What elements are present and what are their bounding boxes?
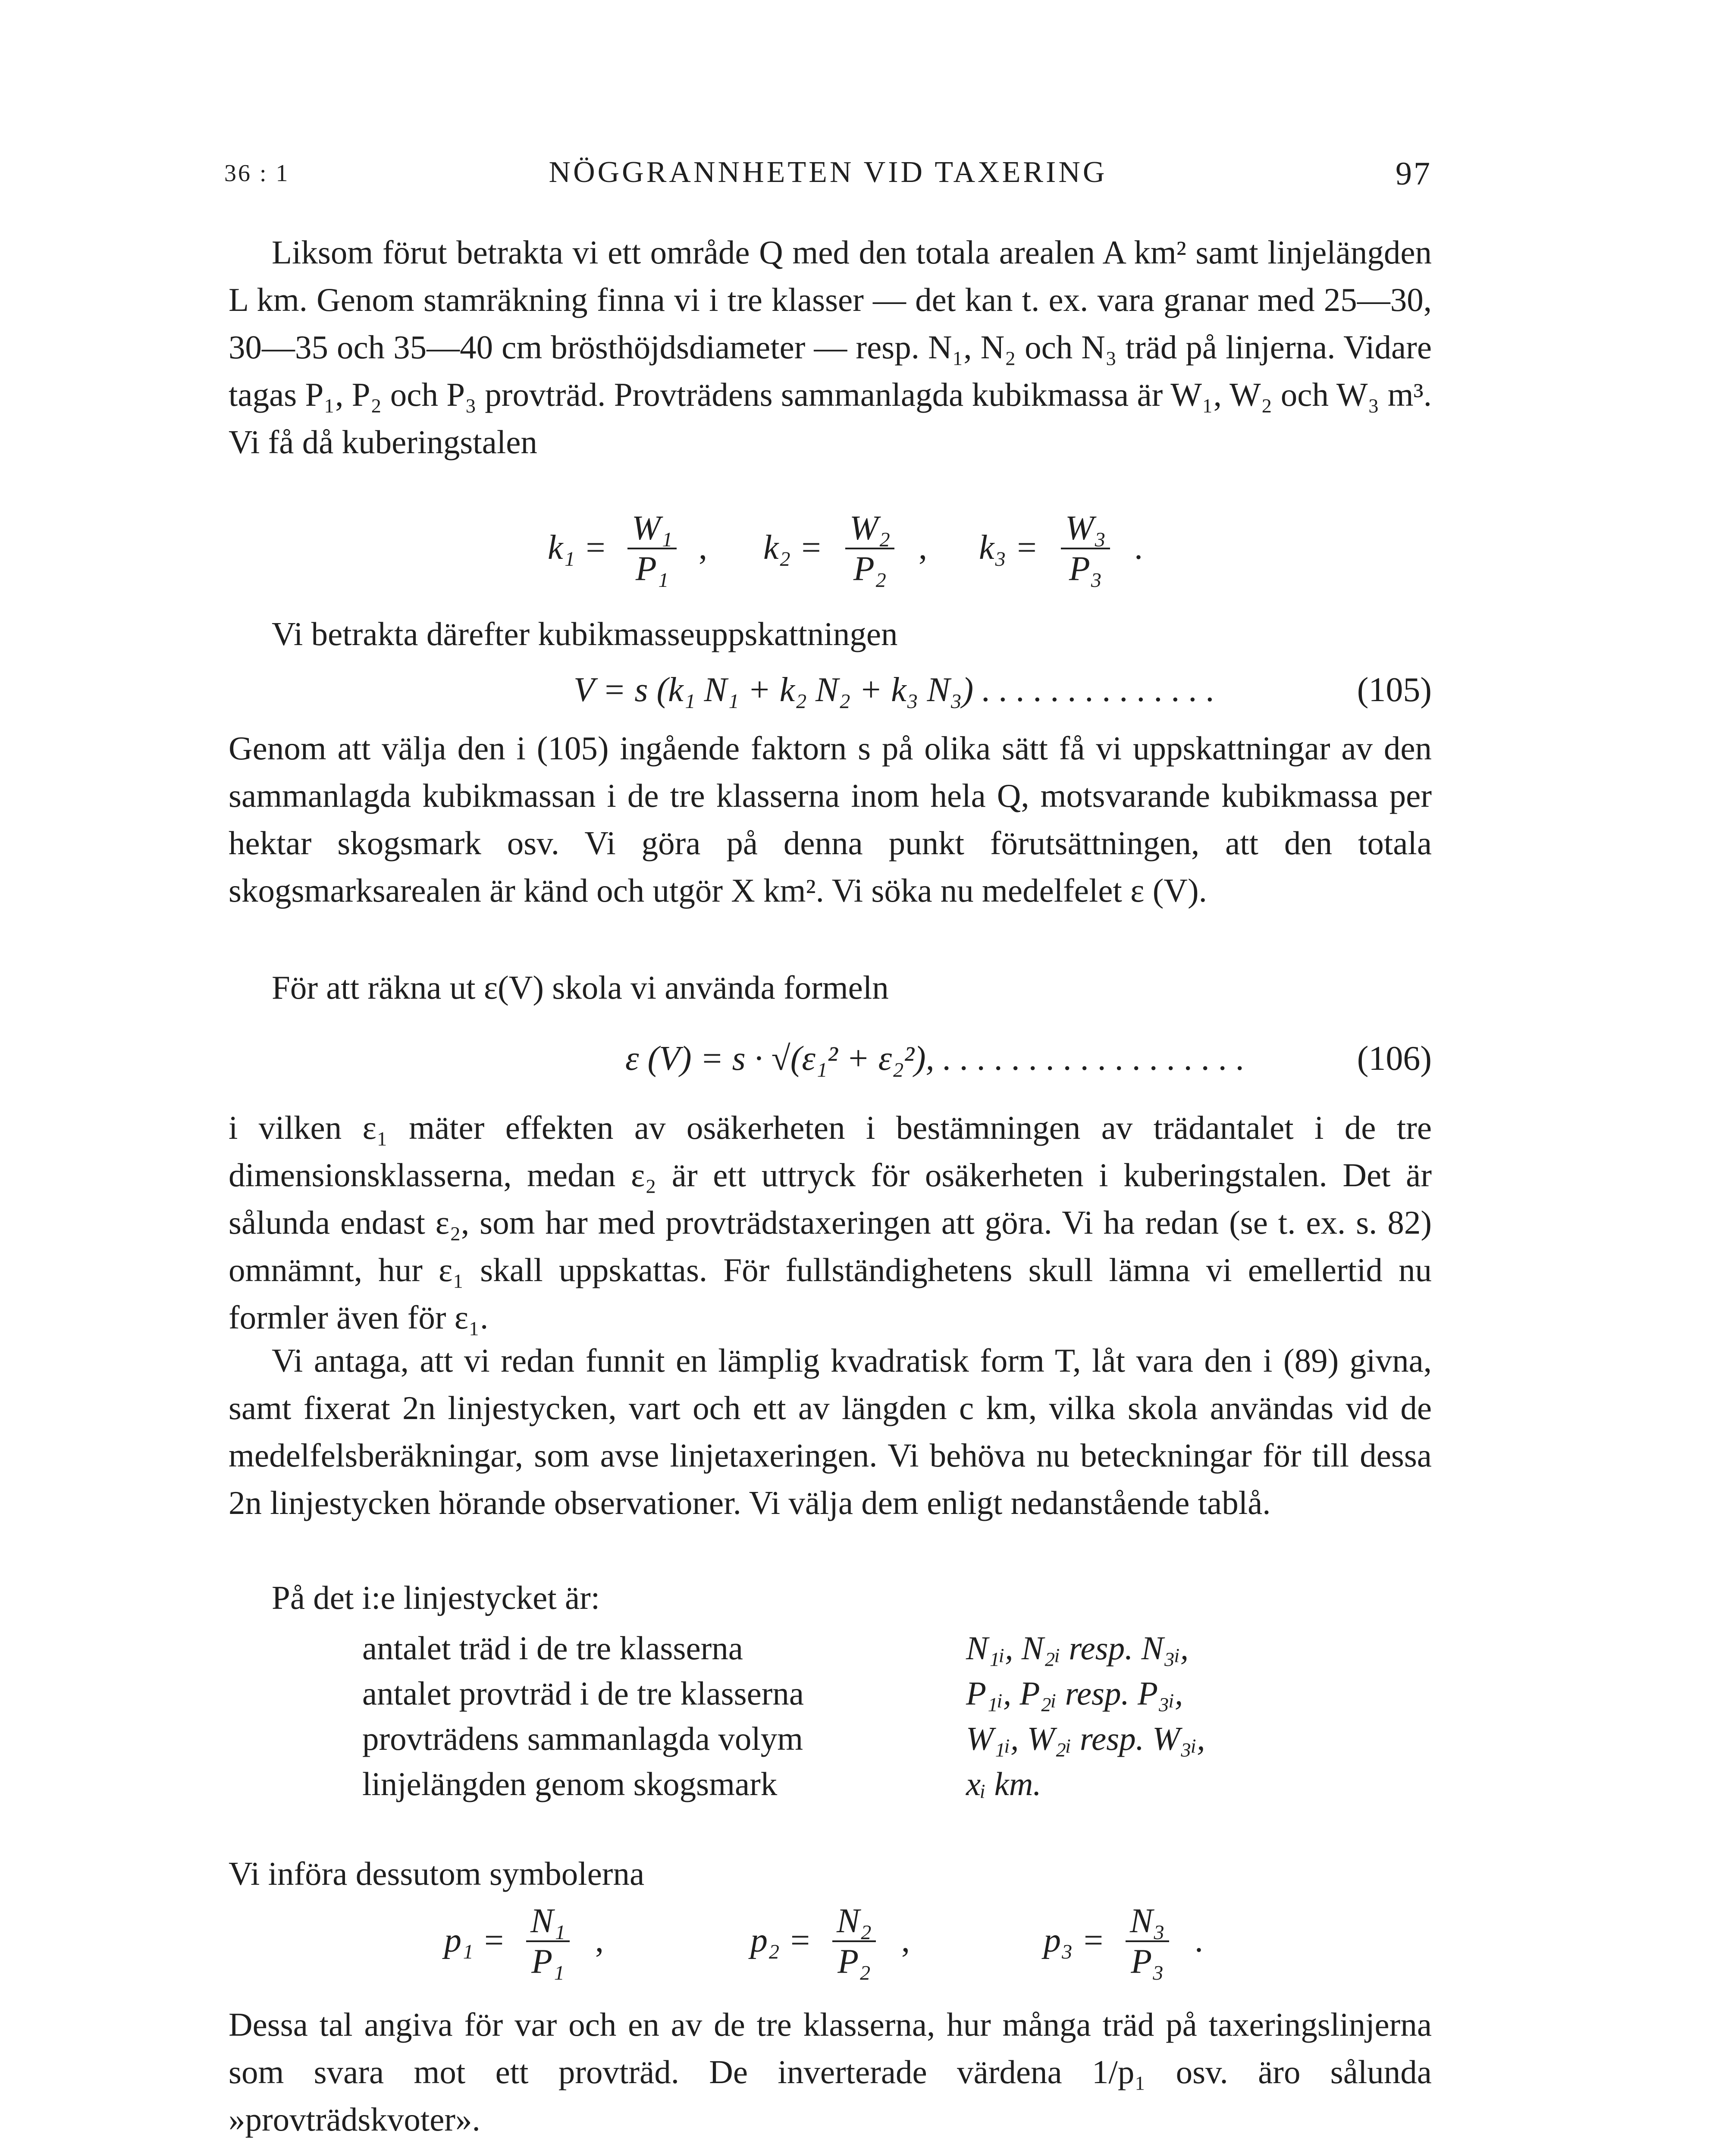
k2-fraction <box>845 509 894 588</box>
paragraph-linjestycket: På det i:e linjestycket är: <box>272 1579 600 1616</box>
notation-table <box>362 1626 1354 1807</box>
k1-numerator: W₁ <box>627 509 677 549</box>
p3-denominator: P₃ <box>1131 1943 1164 1981</box>
equation-106-formula: ε (V) = s · √(ε₁² + ε₂²), . . . . . . . . . . . . . . . . . . <box>625 1040 1245 1078</box>
equation-105-number: (105) <box>1357 671 1432 709</box>
table-row-label: antalet träd i de tre klasserna <box>362 1630 743 1667</box>
k2-tail: , <box>919 529 927 567</box>
equation-kuberingstal <box>229 509 1432 586</box>
k3-denominator: P₃ <box>1069 550 1102 588</box>
k1-fraction <box>627 509 677 588</box>
k3-tail: . <box>1134 529 1143 567</box>
p3-tail: . <box>1195 1921 1203 1959</box>
p1-denominator: P₁ <box>531 1943 565 1981</box>
p1-fraction <box>526 1902 570 1981</box>
equation-106 <box>229 1035 1432 1082</box>
paragraph-symbolerna: Vi införa dessutom symbolerna <box>229 1855 645 1892</box>
paragraph-formeln: För att räkna ut ε(V) skola vi använda formeln <box>272 969 889 1006</box>
k2-numerator: W₂ <box>845 509 894 549</box>
table-row-label: linjelängden genom skogsmark <box>362 1765 778 1802</box>
table-row <box>362 1671 1354 1716</box>
table-row <box>362 1761 1354 1807</box>
table-row-label: antalet provträd i de tre klasserna <box>362 1675 804 1712</box>
table-row <box>362 1626 1354 1671</box>
k2-lhs: k₂ = <box>763 529 823 567</box>
p2-tail: , <box>901 1921 910 1959</box>
k3-numerator: W₃ <box>1061 509 1110 549</box>
p1-tail: , <box>595 1921 604 1959</box>
table-row-symbols: W₁ᵢ, W₂ᵢ resp. W₃ᵢ, <box>966 1720 1205 1757</box>
p2-lhs: p₂ = <box>750 1921 812 1959</box>
paragraph-provtradskvoter: Dessa tal angiva för var och en av de tre klasserna, hur många träd på taxeringslinjerna som svara mot ett provträd. De inverterade värdena 1/p₁ osv. äro sålunda »provträdskvoter». <box>229 2006 1432 2138</box>
k1-tail: , <box>699 529 707 567</box>
k1-denominator: P₁ <box>635 550 669 588</box>
p1-numerator: N₁ <box>526 1902 570 1942</box>
p1-lhs: p₁ = <box>444 1921 505 1959</box>
equation-105 <box>229 666 1432 714</box>
k3-lhs: k₃ = <box>979 529 1038 567</box>
equation-105-formula: V = s (k₁ N₁ + k₂ N₂ + k₃ N₃) . . . . . . . . . . . . . . <box>574 671 1215 709</box>
chapter-title: NÖGGRANNHETEN VID TAXERING <box>549 156 1107 189</box>
paragraph-kubikmasse: Vi betrakta därefter kubikmasseuppskattningen <box>272 615 898 652</box>
paragraph-kvadratisk-form: Vi antaga, att vi redan funnit en lämplig kvadratisk form T, låt vara den i (89) givna, samt fixerat 2n linjestycken, vart och ett av längden c km, vilka skola användas vid de medelfelsberäkningar, som avse linjetaxeringen. Vi behöva nu beteckningar för till dessa 2n linjestycken hörande observationer. Vi välja dem enligt nedanstående tablå. <box>229 1342 1432 1521</box>
paragraph-intro: Liksom förut betrakta vi ett område Q med den totala arealen A km² samt linjelängden L km. Genom stamräkning finna vi i tre klasser — det kan t. ex. vara granar med 25—30, 30—35 och 35—40 cm brösthöjdsdiameter — resp. N₁, N₂ och N₃ träd på linjerna. Vidare tagas P₁, P₂ och P₃ provträd. Provträdens sammanlagda kubikmassa är W₁, W₂ och W₃ m³. Vi få då kuberingstalen <box>229 234 1432 461</box>
table-row <box>362 1716 1354 1761</box>
k1-lhs: k₁ = <box>548 529 607 567</box>
table-row-symbols: P₁ᵢ, P₂ᵢ resp. P₃ᵢ, <box>966 1675 1183 1712</box>
table-row-label: provträdens sammanlagda volym <box>362 1720 803 1757</box>
p3-lhs: p₃ = <box>1044 1921 1105 1959</box>
paragraph-epsilon: i vilken ε₁ mäter effekten av osäkerheten i bestämningen av trädantalet i de tre dimensionsklasserna, medan ε₂ är ett uttryck för osäkerheten i kuberingstalen. Det är sålunda endast ε₂, som har med provträdstaxeringen att göra. Vi ha redan (se t. ex. s. 82) omnämnt, hur ε₁ skall uppskattas. För fullständighetens skull lämna vi emellertid nu formler även för ε₁. <box>229 1109 1432 1336</box>
table-row-symbols: N₁ᵢ, N₂ᵢ resp. N₃ᵢ, <box>966 1630 1189 1667</box>
running-head <box>224 155 1432 198</box>
p2-fraction <box>832 1902 876 1981</box>
p2-denominator: P₂ <box>837 1943 871 1981</box>
equation-106-number: (106) <box>1357 1040 1432 1078</box>
table-row-symbols: xᵢ km. <box>966 1765 1041 1802</box>
k2-denominator: P₂ <box>853 550 887 588</box>
p2-numerator: N₂ <box>832 1902 876 1942</box>
volume-number: 36 : 1 <box>224 160 290 187</box>
page-number: 97 <box>1396 156 1432 192</box>
p3-numerator: N₃ <box>1126 1902 1169 1942</box>
k3-fraction <box>1061 509 1110 588</box>
equation-provtradskvot <box>229 1902 1432 1979</box>
paragraph-uppskattning: Genom att välja den i (105) ingående faktorn s på olika sätt få vi uppskattningar av den sammanlagda kubikmassan i de tre klasserna inom hela Q, motsvarande kubikmassa per hektar skogsmark osv. Vi göra på denna punkt förutsättningen, att den totala skogsmarksarealen är känd och utgör X km². Vi söka nu medelfelet ε (V). <box>229 730 1432 909</box>
p3-fraction <box>1126 1902 1169 1981</box>
